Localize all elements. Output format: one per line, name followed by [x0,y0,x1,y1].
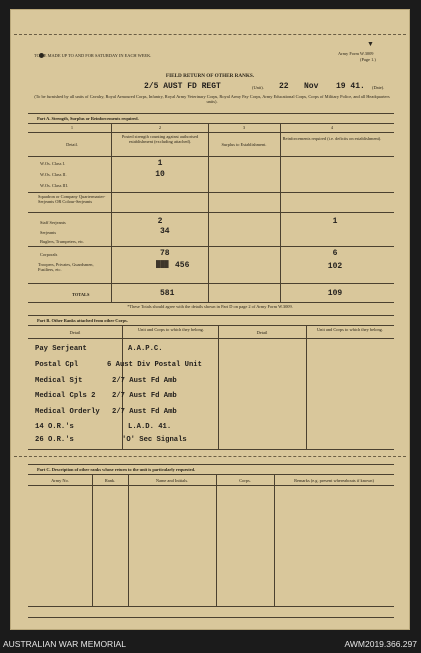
date-month: Nov [304,82,319,91]
part-b-header-unit-2: Unit and Corps to which they belong. [317,327,383,332]
totals-reinf: 109 [327,289,343,298]
date-year: 19 41. [336,82,365,91]
attached-unit: 'O' Sec Signals [122,436,187,444]
attached-unit: 2/7 Aust Fd Amb [112,408,177,416]
row-detail: Staff Serjeants [40,220,66,225]
unit-label: (Unit). [252,85,264,90]
row-posted: 456 [175,261,190,270]
struck-out-value: ███ [156,261,169,269]
col-num-1: 1 [70,125,74,130]
part-c-header-remarks: Remarks (e.g. present whereabouts if known) [294,478,374,483]
middle-dashed-line [14,456,406,457]
part-a-title: Part A. Strength, Surplus or Reinforcements required. [37,116,139,121]
row-posted: 10 [155,170,165,179]
row-posted: 1 [157,159,163,168]
row-detail: W.Os. Class III. [40,183,69,188]
date-day: 22 [279,82,289,91]
part-c-header-name: Name and Initials. [155,478,189,483]
footer-accession-number: AWM2019.366.297 [344,639,417,649]
row-detail: Troopers, Privates, Guardsmen, Fusiliers, etc. [38,262,94,273]
row-reinf: 1 [332,217,338,226]
row-posted: 2 [157,217,163,226]
totals-label: TOTALS [72,292,90,297]
part-c-header-army-no: Army No. [51,478,69,483]
part-b-header-detail: Detail [69,330,81,335]
furnish-note: (To be furnished by all units of Cavalry, Royal Armoured Corps, Infantry, Royal Army Veterinary Corps, Royal Army Pay Corps, Army Educational Corps, Corps of Military Police, and all Headquarters units). [34,94,390,105]
form-number: Army Form W.3009 [338,51,374,56]
attached-unit: A.A.P.C. [128,345,163,353]
attached-unit: 2/7 Aust Fd Amb [112,377,177,385]
part-b-header-detail-2: Detail [256,330,268,335]
part-a-header-posted: Posted strength counting against authorised establishment (excluding attached). [121,134,199,145]
row-detail: Squadron or Company Quartermaster-Serjeants OR Colour-Serjeants [38,194,106,205]
part-b-title: Part B. Other Ranks attached from other Corps. [37,318,128,323]
row-posted: 34 [160,227,170,236]
punch-mark-right: ▼ [367,40,374,48]
attached-detail: Medical Orderly [35,408,100,416]
row-detail: Serjeants [40,230,57,235]
attached-detail: Medical Sjt [35,377,83,385]
unit-date-line [104,82,404,94]
attached-detail: 26 O.R.'s [35,436,74,444]
part-a-header-reinf: Reinforcements required (i.e. deficits on establishment). [282,136,382,141]
date-label: (Date). [372,85,385,90]
totals-footnote: *These Totals should agree with the details shown in Part D on page 2 of Army Form W.3009. [127,304,293,309]
made-up-note: TO BE MADE UP TO AND FOR SATURDAY IN EACH WEEK. [34,53,152,58]
attached-detail: Medical Cpls 2 [35,392,96,400]
archive-footer [0,634,421,653]
row-reinf: 6 [332,249,338,258]
row-reinf: 102 [327,262,343,271]
form-page [10,9,410,630]
form-title: FIELD RETURN OF OTHER RANKS. [165,73,255,79]
row-detail: Buglers, Trumpeters, etc. [40,239,85,244]
row-detail: Corporals [40,252,58,257]
part-c-title: Part C. Description of other ranks whose return to the unit is particularly requested. [37,467,196,472]
row-detail: W.Os. Class II. [40,172,67,177]
part-a-header-surplus: Surplus to Establishment. [221,142,267,147]
footer-institution: AUSTRALIAN WAR MEMORIAL [3,639,126,649]
part-c-header-rank: Rank. [104,478,116,483]
col-num-3: 3 [242,125,246,130]
row-posted: 78 [160,249,170,258]
totals-posted: 581 [160,289,175,298]
attached-detail: Postal Cpl [35,361,79,369]
top-dashed-line [14,34,406,35]
page-number: (Page 1.) [360,57,376,62]
attached-unit: 2/7 Aust Fd Amb [112,392,177,400]
attached-unit: L.A.D. 41. [128,423,172,431]
attached-unit: 6 Aust Div Postal Unit [107,361,202,369]
part-c-header-corps: Corps. [239,478,251,483]
row-detail: W.Os. Class I. [40,161,66,166]
part-a-header-detail: Detail. [66,142,78,147]
part-b-header-unit: Unit and Corps to which they belong. [138,327,204,332]
unit-name: 2/5 AUST FD REGT [144,82,221,91]
attached-detail: 14 O.R.'s [35,423,74,431]
col-num-2: 2 [158,125,162,130]
col-num-4: 4 [330,125,334,130]
attached-detail: Pay Serjeant [35,345,87,353]
